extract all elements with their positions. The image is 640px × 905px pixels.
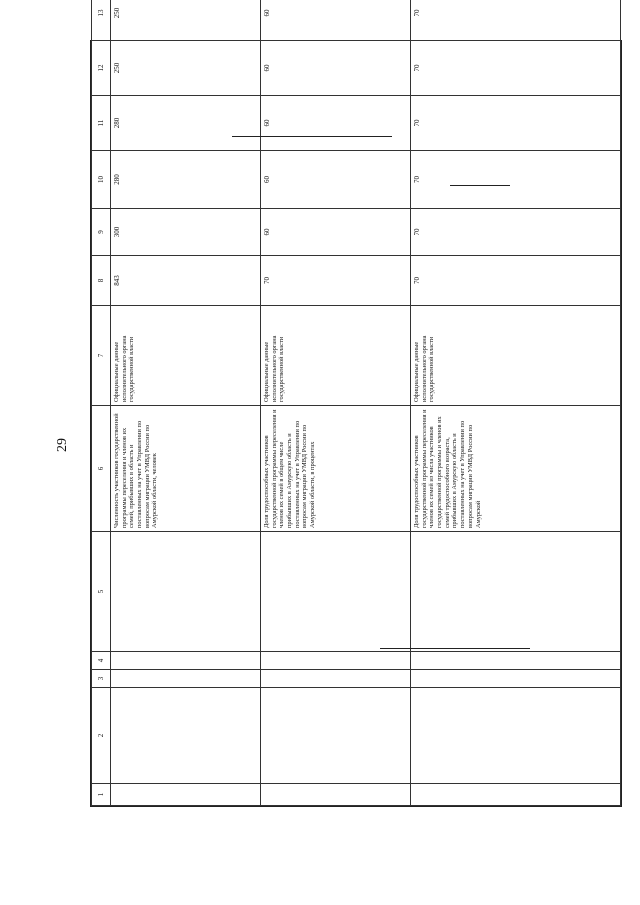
value-cell: 70 xyxy=(411,209,621,256)
cell-empty xyxy=(111,784,261,806)
cell-empty xyxy=(411,670,621,688)
value-cell: 250 xyxy=(111,0,261,41)
cell-empty xyxy=(111,652,261,670)
cell-empty xyxy=(111,688,261,784)
value-cell: 250 xyxy=(111,41,261,96)
value-cell: 70 xyxy=(411,0,621,41)
value-cell: 60 xyxy=(261,151,411,209)
col-header-4: 4 xyxy=(92,652,111,670)
cell-empty xyxy=(111,670,261,688)
rotated-table-container xyxy=(91,7,621,806)
value-cell: 60 xyxy=(261,0,411,41)
value-cell: 70 xyxy=(261,256,411,306)
cell-empty xyxy=(261,652,411,670)
data-source: Официальные данные исполнительного органа государственной власти xyxy=(261,306,411,406)
cell-empty xyxy=(411,652,621,670)
value-cell: 280 xyxy=(111,151,261,209)
value-cell: 280 xyxy=(111,96,261,151)
col-header-5: 5 xyxy=(92,532,111,652)
cell-empty xyxy=(261,784,411,806)
scan-artifact-line xyxy=(450,185,510,186)
col-header-2: 2 xyxy=(92,688,111,784)
scan-artifact-line xyxy=(232,136,392,137)
value-cell: 70 xyxy=(411,256,621,306)
cell-empty xyxy=(111,532,261,652)
col-header-8: 8 xyxy=(92,256,111,306)
cell-empty xyxy=(411,532,621,652)
col-header-12: 12 xyxy=(92,41,111,96)
cell-empty xyxy=(261,532,411,652)
value-cell: 60 xyxy=(261,96,411,151)
table-header-row xyxy=(92,0,111,806)
value-cell: 60 xyxy=(261,41,411,96)
col-header-3: 3 xyxy=(92,670,111,688)
table-row xyxy=(261,0,411,806)
col-header-13: 13 xyxy=(92,0,111,41)
col-header-7: 7 xyxy=(92,306,111,406)
col-header-11: 11 xyxy=(92,96,111,151)
indicators-table xyxy=(91,0,621,806)
table-row xyxy=(111,0,261,806)
col-header-10: 10 xyxy=(92,151,111,209)
data-source: Официальные данные исполнительного органа государственной власти xyxy=(111,306,261,406)
data-source: Официальные данные исполнительного органа государственной власти xyxy=(411,306,621,406)
col-header-6: 6 xyxy=(92,406,111,532)
cell-empty xyxy=(261,688,411,784)
value-cell: 70 xyxy=(411,151,621,209)
table-row xyxy=(411,0,621,806)
cell-empty xyxy=(261,670,411,688)
value-cell: 300 xyxy=(111,209,261,256)
indicator-name: Доля трудоспособных участников государственной программы переселения и членов их семей в общем числе прибывших в Амурскую область и поставленных на учет в Управлении по вопросам миграции УМВД России по Амурской области, в процентах xyxy=(261,406,411,532)
document-table-frame xyxy=(90,7,622,807)
col-header-9: 9 xyxy=(92,209,111,256)
value-cell: 70 xyxy=(411,96,621,151)
indicator-name: Численность участников государственной программы переселения и членов их семей, прибывших в область и поставленных на учет в Управлении по вопросам миграции УМВД России по Амурской области, человек xyxy=(111,406,261,532)
cell-empty xyxy=(411,784,621,806)
page-number: 29 xyxy=(55,438,70,452)
value-cell: 60 xyxy=(261,209,411,256)
scan-artifact-line xyxy=(380,648,530,649)
indicator-name: Доля трудоспособных участников государственной программы переселения и членов их семей из числа участников государственной программы и членов их семей трудоспособного возраста, прибывших в Амурскую область и поставленных на учет в Управлении по вопросам миграции УМВД России по Амурской xyxy=(411,406,621,532)
cell-empty xyxy=(411,688,621,784)
value-cell: 70 xyxy=(411,41,621,96)
col-header-1: 1 xyxy=(92,784,111,806)
value-cell: 843 xyxy=(111,256,261,306)
